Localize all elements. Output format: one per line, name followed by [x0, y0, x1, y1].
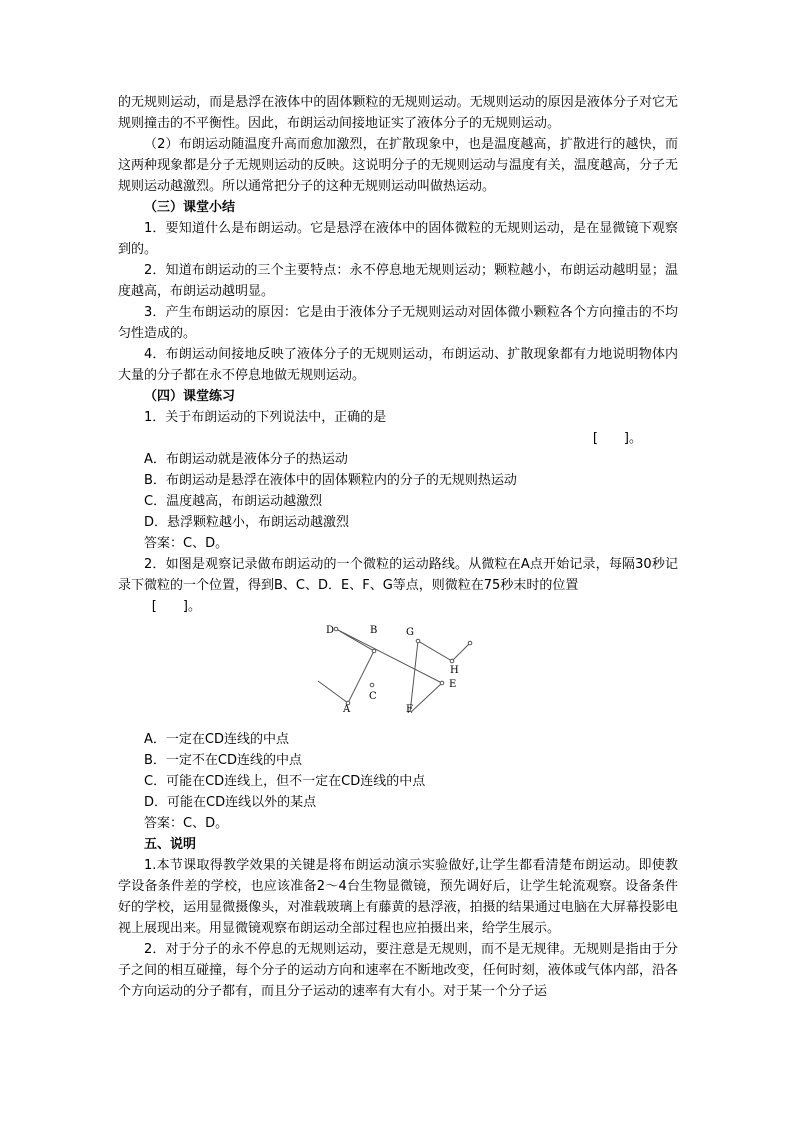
brownian-path-figure [118, 621, 678, 713]
point-c [370, 683, 374, 687]
section-heading-summary: （三）课堂小结 [144, 200, 236, 215]
paragraph: 的无规则运动，而是悬浮在液体中的固体颗粒的无规则运动。无规则运动的原因是液体分子对它无规则撞击的不平衡性。因此，布朗运动间接地证实了液体分子的无规则运动。 [118, 95, 678, 131]
option-d: D．可能在CD连线以外的某点 [144, 795, 317, 810]
point-g [416, 639, 420, 643]
point-end [468, 641, 472, 645]
note-item: 2．对于分子的永不停息的无规则运动，要注意是无规则，而不是无规律。无规则是指由于分子之间的相互碰撞，每个分子的运动方向和速率在不断地改变，任何时刻，液体或气体内部，沿各个方向运动的分子都有，而且分子运动的速率有大有小。对于某一个分子运 [118, 942, 678, 999]
summary-item: 1．要知道什么是布朗运动。它是悬浮在液体中的固体微粒的无规则运动，是在显微镜下观察到的。 [118, 221, 678, 257]
label-b: B [370, 625, 378, 636]
document-page [118, 92, 678, 1002]
answer-bracket: [ ]。 [151, 599, 201, 614]
label-f: F [406, 704, 413, 713]
point-h [450, 659, 454, 663]
point-b [372, 649, 376, 653]
answer: 答案：C、D。 [144, 536, 229, 551]
option-b: B．布朗运动是悬浮在液体中的固体颗粒内的分子的无规则热运动 [144, 473, 517, 488]
path-diagram [314, 621, 484, 713]
option-d: D．悬浮颗粒越小，布朗运动越激烈 [144, 515, 350, 530]
summary-item: 3．产生布朗运动的原因：它是由于液体分子无规则运动对固体微小颗粒各个方向撞击的不均匀性造成的。 [118, 305, 678, 341]
answer-bracket: [ ]。 [592, 431, 642, 446]
label-c: C [369, 691, 377, 702]
point-e [440, 681, 444, 685]
option-c: C．温度越高，布朗运动越激烈 [144, 494, 323, 509]
question-2-stem: 2．如图是观察记录做布朗运动的一个微粒的运动路线。从微粒在A点开始记录，每隔30秒记录下微粒的一个位置，得到B、C、D．E、F、G等点，则微粒在75秒末时的位置 [118, 557, 678, 593]
label-g: G [406, 627, 414, 638]
motion-path [318, 629, 470, 713]
answer: 答案：C、D。 [144, 816, 229, 831]
label-e: E [449, 679, 457, 690]
option-a: A．布朗运动就是液体分子的热运动 [144, 452, 348, 467]
summary-item: 2．知道布朗运动的三个主要特点：永不停息地无规则运动；颗粒越小，布朗运动越明显；温度越高，布朗运动越明显。 [118, 263, 678, 299]
point-d [334, 627, 338, 631]
option-b: B．一定不在CD连线的中点 [144, 753, 303, 768]
paragraph: （2）布朗运动随温度升高而愈加激烈，在扩散现象中，也是温度越高，扩散进行的越快，而这两种现象都是分子无规则运动的反映。这说明分子的无规则运动与温度有关，温度越高，分子无规则运动越激烈。所以通常把分子的这种无规则运动叫做热运动。 [118, 137, 678, 194]
section-heading-exercise: （四）课堂练习 [144, 389, 236, 404]
label-a: A [343, 704, 351, 713]
summary-item: 4．布朗运动间接地反映了液体分子的无规则运动，布朗运动、扩散现象都有力地说明物体内大量的分子都在永不停息地做无规则运动。 [118, 347, 678, 383]
option-c: C．可能在CD连线上，但不一定在CD连线的中点 [144, 774, 426, 789]
question-1-stem: 1．关于布朗运动的下列说法中，正确的是 [144, 410, 387, 425]
label-d: D [326, 625, 335, 636]
label-h: H [450, 665, 459, 676]
section-heading-notes: 五、说明 [144, 837, 197, 852]
note-item: 1.本节课取得教学效果的关键是将布朗运动演示实验做好,让学生都看清楚布朗运动。即使教学设备条件差的学校，也应该准备2～4台生物显微镜，预先调好后，让学生轮流观察。设备条件好的学校，运用显微摄像头，对准载玻璃上有藤黄的悬浮液，拍摄的结果通过电脑在大屏幕投影电视上展现出来。用显微镜观察布朗运动全部过程也应拍摄出来，给学生展示。 [118, 858, 678, 936]
option-a: A．一定在CD连线的中点 [144, 732, 289, 747]
